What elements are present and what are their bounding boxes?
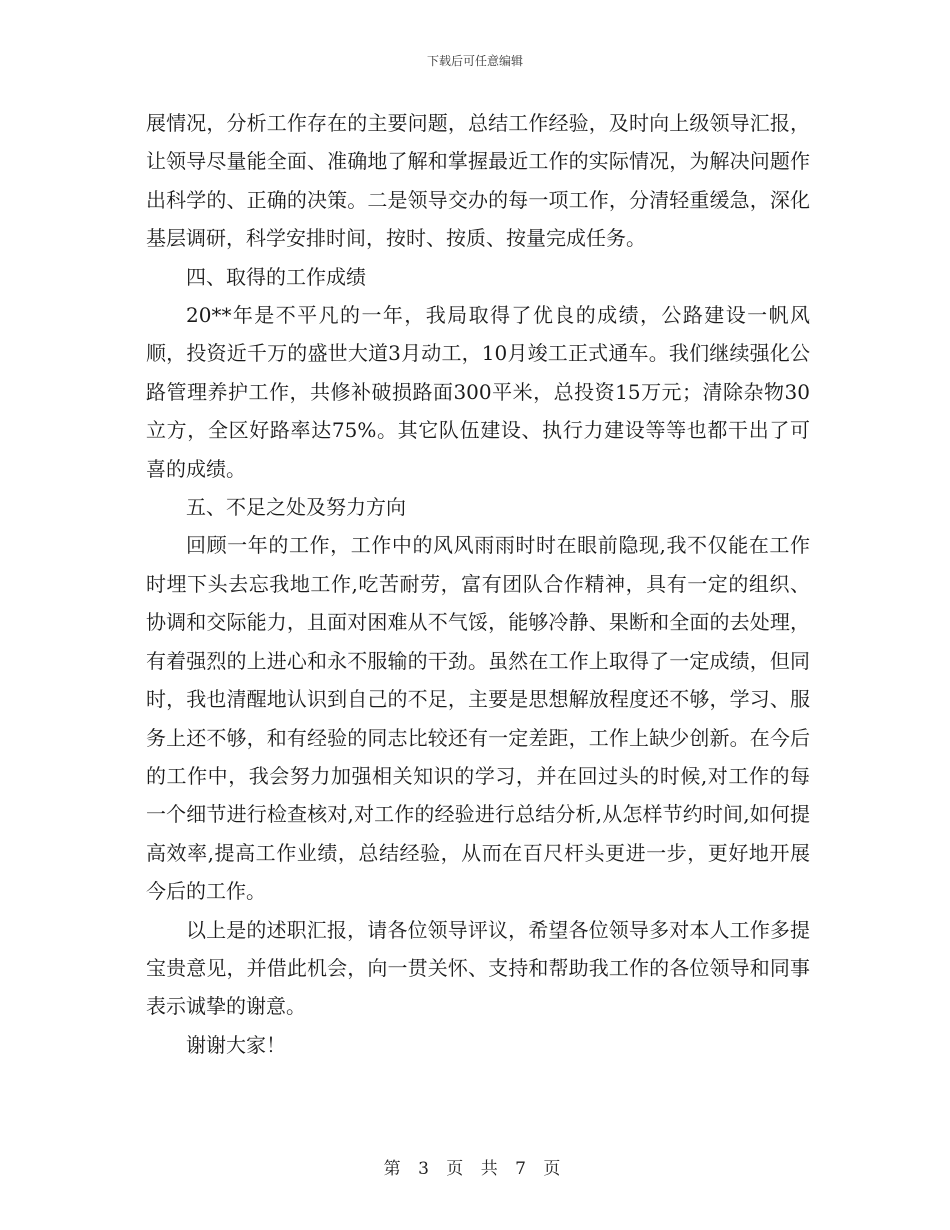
section-heading-achievements: 四、取得的工作成绩 — [186, 264, 366, 289]
paragraph-achievements: 20**年是不平凡的一年，我局取得了优良的成绩，公路建设一帆风顺，投资近千万的盛世大道3月动工，10月竣工正式通车。我们继续强化公路管理养护工作，共修补破损路面300平米，总投资15万元；清除杂物30立方，全区好路率达75%。其它队伍建设、执行力建设等等也都干出了可喜的成绩。 — [146, 303, 810, 481]
paragraph-thanks: 谢谢大家！ — [186, 1032, 286, 1057]
paragraph-closing: 以上是的述职汇报，请各位领导评议，希望各位领导多对本人工作多提宝贵意见，并借此机会，向一贯关怀、支持和帮助我工作的各位领导和同事表示诚挚的谢意。 — [146, 917, 810, 1019]
paragraph-shortcomings: 回顾一年的工作，工作中的风风雨雨时时在眼前隐现,我不仅能在工作时埋下头去忘我地工作,吃苦耐劳，富有团队合作精神，具有一定的组织、协调和交际能力，且面对困难从不气馁，能够冷静、果断和全面的去处理，有着强烈的上进心和永不服输的干劲。虽然在工作上取得了一定成绩，但同时，我也清醒地认识到自己的不足，主要是思想解放程度还不够，学习、服务上还不够，和有经验的同志比较还有一定差距，工作上缺少创新。在今后的工作中，我会努力加强相关知识的学习，并在回过头的时候,对工作的每一个细节进行检查核对,对工作的经验进行总结分析,从怎样节约时间,如何提高效率,提高工作业绩，总结经验，从而在百尺杆头更进一步，更好地开展今后的工作。 — [146, 533, 810, 904]
page-header: 下载后可任意编辑 — [426, 54, 523, 68]
document-body — [146, 104, 810, 1064]
section-heading-shortcomings: 五、不足之处及努力方向 — [186, 495, 406, 520]
paragraph-continuation: 展情况，分析工作存在的主要问题，总结工作经验，及时向上级领导汇报，让领导尽量能全面、准确地了解和掌握最近工作的实际情况，为解决问题作出科学的、正确的决策。二是领导交办的每一项工作，分清轻重缓急，深化基层调研，科学安排时间，按时、按质、按量完成任务。 — [146, 111, 810, 251]
page-number: 第 3 页 共 7 页 — [383, 1159, 567, 1179]
